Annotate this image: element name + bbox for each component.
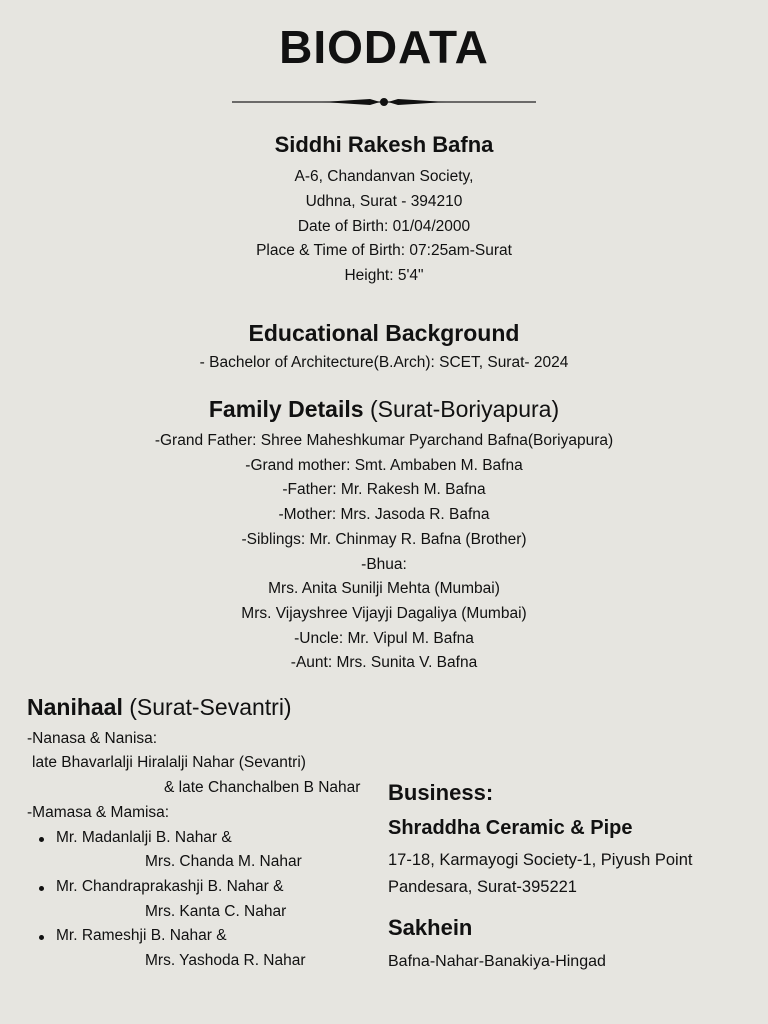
business-address-line-1: 17-18, Karmayogi Society-1, Piyush Point <box>388 851 693 869</box>
business-heading: Business: <box>388 780 494 805</box>
personal-info <box>0 165 768 289</box>
mamisa-item-3: Mrs. Yashoda R. Nahar <box>145 952 306 969</box>
family-line: -Uncle: Mr. Vipul M. Bafna <box>294 629 474 647</box>
mamisa-item-2: Mrs. Kanta C. Nahar <box>145 903 287 920</box>
mamisa-item-1: Mrs. Chanda M. Nahar <box>145 853 302 870</box>
sakhein-heading: Sakhein <box>388 915 473 940</box>
nanihaal-heading <box>27 694 292 721</box>
business-address-line-2: Pandesara, Surat-395221 <box>388 878 577 896</box>
height: Height: 5'4" <box>344 267 424 285</box>
ornamental-divider <box>230 94 538 110</box>
nanasa-line-2: & late Chanchalben B Nahar <box>164 779 361 796</box>
person-name: Siddhi Rakesh Bafna <box>274 132 494 157</box>
nanasa-label: -Nanasa & Nanisa: <box>27 730 158 747</box>
family-line: -Bhua: <box>361 555 407 573</box>
document-title: BIODATA <box>279 21 489 73</box>
family-heading-location: (Surat-Boriyapura) <box>369 396 560 422</box>
family-line: -Grand mother: Smt. Ambaben M. Bafna <box>245 456 523 474</box>
address-line-2: Udhna, Surat - 394210 <box>305 192 463 210</box>
family-line: -Aunt: Mrs. Sunita V. Bafna <box>290 654 478 672</box>
family-line: -Mother: Mrs. Jasoda R. Bafna <box>278 506 490 524</box>
family-heading-title: Family Details <box>208 396 364 422</box>
mamasa-item-2: Mr. Chandraprakashji B. Nahar & <box>56 878 284 895</box>
business-address <box>388 847 693 901</box>
family-heading <box>0 396 768 423</box>
address-line-1: A-6, Chandanvan Society, <box>294 168 474 185</box>
mamasa-item-1: Mr. Madanlalji B. Nahar & <box>56 829 232 846</box>
education-detail: - Bachelor of Architecture(B.Arch): SCET, Surat- 2024 <box>199 354 569 371</box>
nanihaal-heading-title: Nanihaal <box>27 694 123 720</box>
education-heading: Educational Background <box>248 320 520 346</box>
mamasa-label: -Mamasa & Mamisa: <box>27 804 170 821</box>
nanasa-line-1: late Bhavarlalji Hiralalji Nahar (Sevantri) <box>32 754 306 771</box>
family-line: -Grand Father: Shree Maheshkumar Pyarchand Bafna(Boriyapura) <box>154 432 614 449</box>
date-of-birth: Date of Birth: 01/04/2000 <box>297 217 471 235</box>
family-details <box>0 429 768 676</box>
family-line: -Father: Mr. Rakesh M. Bafna <box>282 481 486 499</box>
mamasa-item-3: Mr. Rameshji B. Nahar & <box>56 927 227 944</box>
family-line: Mrs. Anita Sunilji Mehta (Mumbai) <box>268 580 500 598</box>
nanihaal-heading-location: (Surat-Sevantri) <box>129 694 292 720</box>
place-time-of-birth: Place & Time of Birth: 07:25am-Surat <box>256 242 512 260</box>
family-line: -Siblings: Mr. Chinmay R. Bafna (Brother) <box>241 530 527 548</box>
family-line: Mrs. Vijayshree Vijayji Dagaliya (Mumbai) <box>241 604 527 622</box>
business-name: Shraddha Ceramic & Pipe <box>388 817 633 839</box>
sakhein-value: Bafna-Nahar-Banakiya-Hingad <box>388 953 606 970</box>
